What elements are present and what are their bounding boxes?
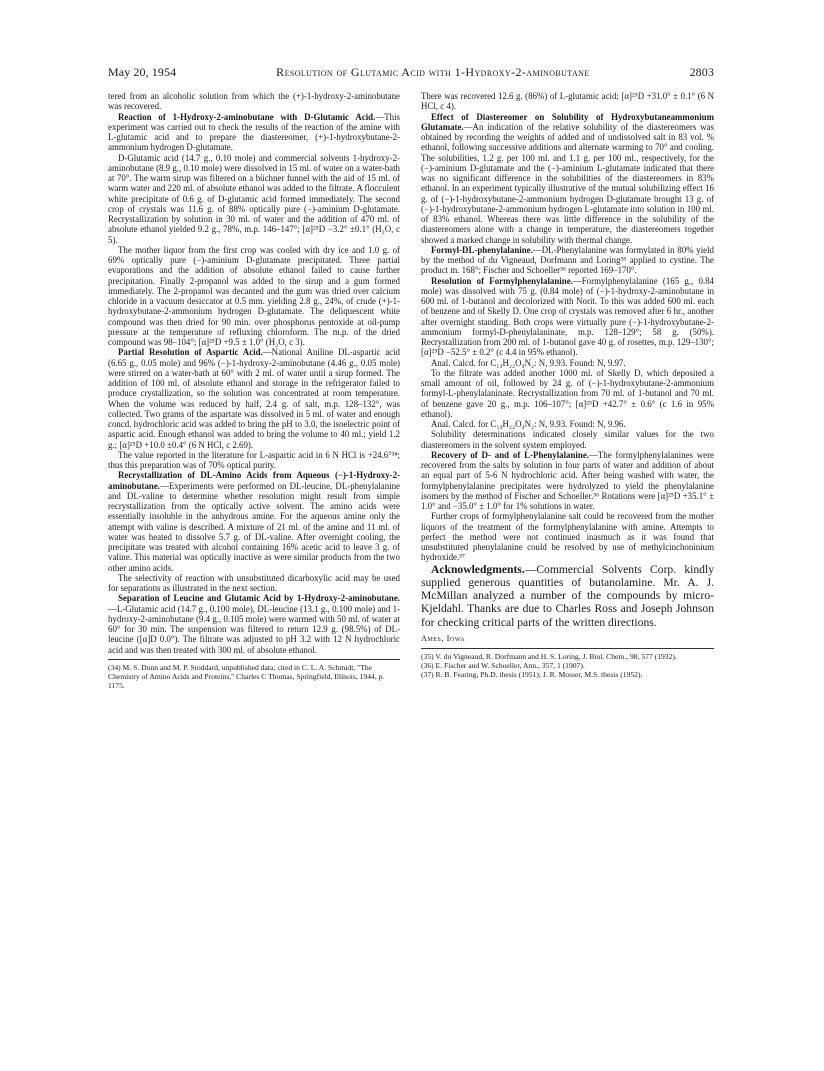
paragraph-text: —The formylphenylalanines were recovered from the salts by solution in four parts of water and addition of about an equal part of 5-6 N hydrochloric acid. After being washed with water, the formylphenylalanine precipitates were hydrolyzed to yield the phenylalanine isomers by the method of Fischer and Schoeller.³⁶ Rotations were [α]²⁵D +35.1° ± 1.0° and −35.0° ± 1.0° for 1% solutions in water. bbox=[421, 449, 714, 511]
author-location: Ames, Iowa bbox=[421, 633, 466, 643]
paragraph-text: —L-Glutamic acid (14.7 g., 0.100 mole), DL-leucine (13.1 g., 0.100 mole) and 1-hydroxy-2-aminobutane (9.4 g., 0.105 mole) were warmed with 50 ml. of water at 60° for 30 min. The suspension was filtered to return 12.9 g. (98.5%) of DL-leucine ([α]D 0.0°). The filtrate was adjusted to pH 3.2 with 12 N hydrochloric acid and was then treated with 300 ml. of absolute ethanol. bbox=[108, 603, 400, 655]
paragraph bbox=[108, 112, 400, 153]
footnote-36: (36) E. Fischer and W. Schoeller, Ann., 357, 1 (1907). bbox=[421, 661, 585, 671]
paragraph bbox=[421, 276, 714, 358]
header-date: May 20, 1954 bbox=[108, 65, 177, 79]
paragraph-text: —An indication of the relative solubility of the diastereomers was obtained by recording the weights of added and of undissolved salt in 83 vol. % ethanol, following successive additions and alternate warming to 70° and cooling. The solubilities, 1.2 g. per 100 ml. and 1.1 g. per 100 ml., respectively, for the (−)-aminium D-glutamate and the (−)-aminium L-glutamate indicated that there was no significant difference in the solubilities of the diastereomers in 83% ethanol. In an experiment typically illustrative of the mutual solubilizing effect 16 g. of (−)-1-hydroxybutane-2-ammonium hydrogen D-glutamate brought 13 g. of (−)-1-hydroxybutane-2-ammonium hydrogen L-glutamate into solution in 100 ml. of 83% ethanol. Whereas there was little difference in the solubility of the diastereomers alone with a change in temperature, the diastereomers together showed a marked change in solubility with thermal change. bbox=[421, 121, 714, 245]
paragraph-text: —This experiment was carried out to check the results of the reaction of the amine with L-glutamic acid and to prepare the diastereomer, (+)-1-hydroxybutane-2-ammonium hydrogen D-glutamate. bbox=[108, 111, 400, 153]
acknowledgments-heading: Acknowledgments. bbox=[431, 562, 525, 576]
paragraph: To the filtrate was added another 1000 ml. of Skelly D, which deposited a small amount of oil, followed by 24 g. of (−)-1-hydroxybutane-2-ammonium formyl-L-phenylalaninate. Recrystallization from 70 ml. of 1-butanol and 70 ml. of benzene gave 20 g., m.p. 106–107°; [α]²⁵D +42.7° ± 0.6° (c 1.6 in 95% ethanol). bbox=[421, 367, 714, 419]
section-heading: Effect of Diastereomer on Solubility of Hydroxybutaneammonium Glutamate. bbox=[421, 111, 714, 132]
paragraph: tered from an alcoholic solution from which the (+)-1-hydroxy-2-aminobutane was recovered. bbox=[108, 91, 400, 112]
paragraph: The mother liquor from the first crop was cooled with dry ice and 1.0 g. of 69% optically pure (−)-aminium D-glutamate precipitated. Three partial evaporations and the addition of absolute ethanol failed to cause further precipitation. Finally 2-propanol was added to the sirup and a gum formed immediately. The 2-propanol was decanted and the gum was dried over calcium chloride in a vacuum desiccator at 0.5 mm. yielding 2.8 g., 24%, of crude (+)-1-hydroxybutane-2-ammonium hydrogen D-glutamate. The deliquescent white compound was then dried for 90 min. over phosphorus pentoxide at oil-pump pressure at the temperature of refluxing chloroform. The m.p. of the dried compound was 98–104°; [α]²⁵D +9.5 ± 1.0° (H₂O, c 3). bbox=[108, 244, 400, 347]
paragraph: There was recovered 12.6 g. (86%) of L-glutamic acid; [α]²⁵D +31.0° ± 0.1° (6 N HCl, c 4). bbox=[421, 91, 714, 112]
right-column bbox=[421, 91, 714, 680]
footnote-divider bbox=[108, 659, 400, 660]
section-heading: Resolution of Formylphenylalanine. bbox=[431, 275, 573, 286]
paragraph bbox=[421, 112, 714, 245]
footnote-35: (35) V. du Vigneaud, R. Dorfmann and H. S. Loring, J. Biol. Chem., 98, 577 (1932). bbox=[421, 651, 677, 661]
section-heading: Recrystallization of DL-Amino Acids from Aqueous (−)-1-Hydroxy-2-aminobutane. bbox=[108, 470, 400, 491]
paragraph: D-Glutamic acid (14.7 g., 0.10 mole) and commercial solvents 1-hydroxy-2-aminobutane (8.9 g., 0.10 mole) were dissolved in 15 ml. of water on a water-bath at 70°. The warm sirup was filtered on a büchner funnel with the aid of 15 ml. of warm water and 220 ml. of absolute ethanol was added to the filtrate. A flocculent white precipitate of 0.6 g. of D-glutamic acid formed immediately. The second crop of crystals was 11.6 g. of 88% optically pure (−)-aminium D-glutamate. Recrystallization by solution in 30 ml. of water and the addition of 470 ml. of absolute ethanol yielded 9.2 g., 78%, m.p. 146–147°; [α]²⁵D −3.2° ±0.1° (H₂O, c 5). bbox=[108, 152, 400, 245]
acknowledgments-text: —Commercial Solvents Corp. kindly supplied generous quantities of butanolamine. Mr. A. J. McMillan analyzed a number of the compounds by micro-Kjeldahl. Thanks are due to Charles Ross and Joseph Johnson for checking critical parts of the written directions. bbox=[421, 562, 714, 629]
section-heading: Recovery of D- and of L-Phenylalanine. bbox=[431, 449, 589, 460]
paragraph: Further crops of formylphenylalanine salt could be recovered from the mother liquors of the treatment of the formylphenylalanine with amine. Attempts to perfect the method were not continued inasmuch as it was found that unsubstituted phenylalanine could be resolved by use of methylcinchoninium hydroxide.³⁷ bbox=[421, 511, 714, 563]
section-heading: Separation of Leucine and Glutamic Acid by 1-Hydroxy-2-aminobutane. bbox=[118, 593, 400, 604]
header-page-number: 2803 bbox=[689, 65, 714, 79]
footnote-divider bbox=[421, 648, 714, 649]
section-heading: Formyl-DL-phenylalanine. bbox=[431, 244, 533, 255]
paragraph bbox=[421, 245, 714, 276]
footnote-34: (34) M. S. Dunn and M. P. Stoddard, unpublished data; cited in C. L. A. Schmidt, "The Chemistry of Amino Acids and Proteins," Charles C Thomas, Springfield, Illinois, 1944, p. 1175. bbox=[108, 662, 385, 691]
analysis-line: Anal. Calcd. for C₁₄H₂₂O₄N₂: N, 9.93. Found: N, 9.97. bbox=[431, 357, 626, 368]
section-heading: Partial Resolution of Aspartic Acid. bbox=[118, 347, 263, 358]
acknowledgments bbox=[421, 563, 714, 629]
section-heading: Reaction of 1-Hydroxy-2-aminobutane with D-Glutamic Acid. bbox=[118, 111, 376, 122]
paragraph bbox=[421, 450, 714, 512]
header-title: Resolution of Glutamic Acid with 1-Hydroxy-2-aminobutane bbox=[276, 65, 590, 79]
paragraph: The selectivity of reaction with unsubstituted dicarboxylic acid may be used for separations as illustrated in the next section. bbox=[108, 572, 400, 593]
paragraph bbox=[108, 347, 400, 450]
analysis-line: Anal. Calcd. for C₁₄H₂₂O₄N₂: N, 9.93. Found: N, 9.96. bbox=[431, 419, 626, 429]
paragraph-text: —National Aniline DL-aspartic acid (6.65 g., 0.05 mole) and 96% (−)-1-hydroxy-2-aminobutane (4.46 g., 0.05 mole) were stirred on a water-bath at 60° with 2 ml. of water until a sirup formed. The addition of 100 ml. of absolute ethanol and storage in the refrigerator failed to produce crystallization, so the solution was concentrated at room temperature. When the volume was reduced by half, 2.4 g. of salt, m.p. 128–132°, was collected. Two grams of the aspartate was dissolved in 5 ml. of water and enough concd. hydrochloric acid was added to bring the pH to 3.0, the isoelectric point of aspartic acid. Enough ethanol was added to bring the volume to 40 ml.; yield 1.2 g.; [α]²⁵D +10.0 ±0.4° (6 N HCl, c 2.69). bbox=[108, 347, 400, 450]
paragraph bbox=[108, 470, 400, 573]
left-column bbox=[108, 91, 400, 690]
footnote-37: (37) R. B. Fearing, Ph.D. thesis (1951); J. R. Mosser, M.S. thesis (1952). bbox=[421, 670, 643, 680]
running-header bbox=[108, 65, 714, 80]
paragraph: The value reported in the literature for L-aspartic acid in 6 N HCl is +24.6°³⁴; thus this preparation was of 70% optical purity. bbox=[108, 449, 400, 470]
paragraph-text: —Experiments were performed on DL-leucine, DL-phenylalanine and DL-valine to determine whether resolution might result from simple recrystallization from the optically active solvent. The amino acids were essentially insoluble in the anhydrous amine. For the aqueous amine only the attempt with valine is described. A mixture of 21 ml. of the amine and 11 ml. of water was heated to dissolve 5.7 g. of DL-valine. After overnight cooling, the precipitate was treated with alcohol containing 16% acetic acid to leave 3 g. of valine. This material was optically inactive as were similar products from the two other amino acids. bbox=[108, 480, 400, 573]
paragraph bbox=[108, 593, 400, 655]
paragraph: Solubility determinations indicated closely similar values for the two diastereomers in the solvent system employed. bbox=[421, 429, 714, 450]
paragraph-text: —DL-Phenylalanine was formylated in 80% yield by the method of du Vigneaud, Dorfmann and Loring³⁵ applied to cystine. The product m. 168°; Fischer and Schoeller³⁶ reported 169–170°. bbox=[421, 244, 714, 276]
paragraph-text: —Formylphenylalanine (165 g., 0.84 mole) was dissolved with 75 g. (0.84 mole) of (−)-1-hydroxy-2-aminobutane in 600 ml. of 1-butanol and decolorized with Norit. To this was added 600 ml. each of benzene and of Skelly D. One crop of crystals was removed after 6 hr., another after overnight standing. Both crops were virtually pure (−)-1-hydroxybutane-2-ammonium formyl-D-phenylalaninate, m.p. 128–129°; 58 g. (50%). Recrystallization from 200 ml. of 1-butanol gave 40 g. of rosettes, m.p. 129–130°; [α]²⁵D −52.5° ± 0.2° (c 4.4 in 95% ethanol). bbox=[421, 275, 714, 358]
